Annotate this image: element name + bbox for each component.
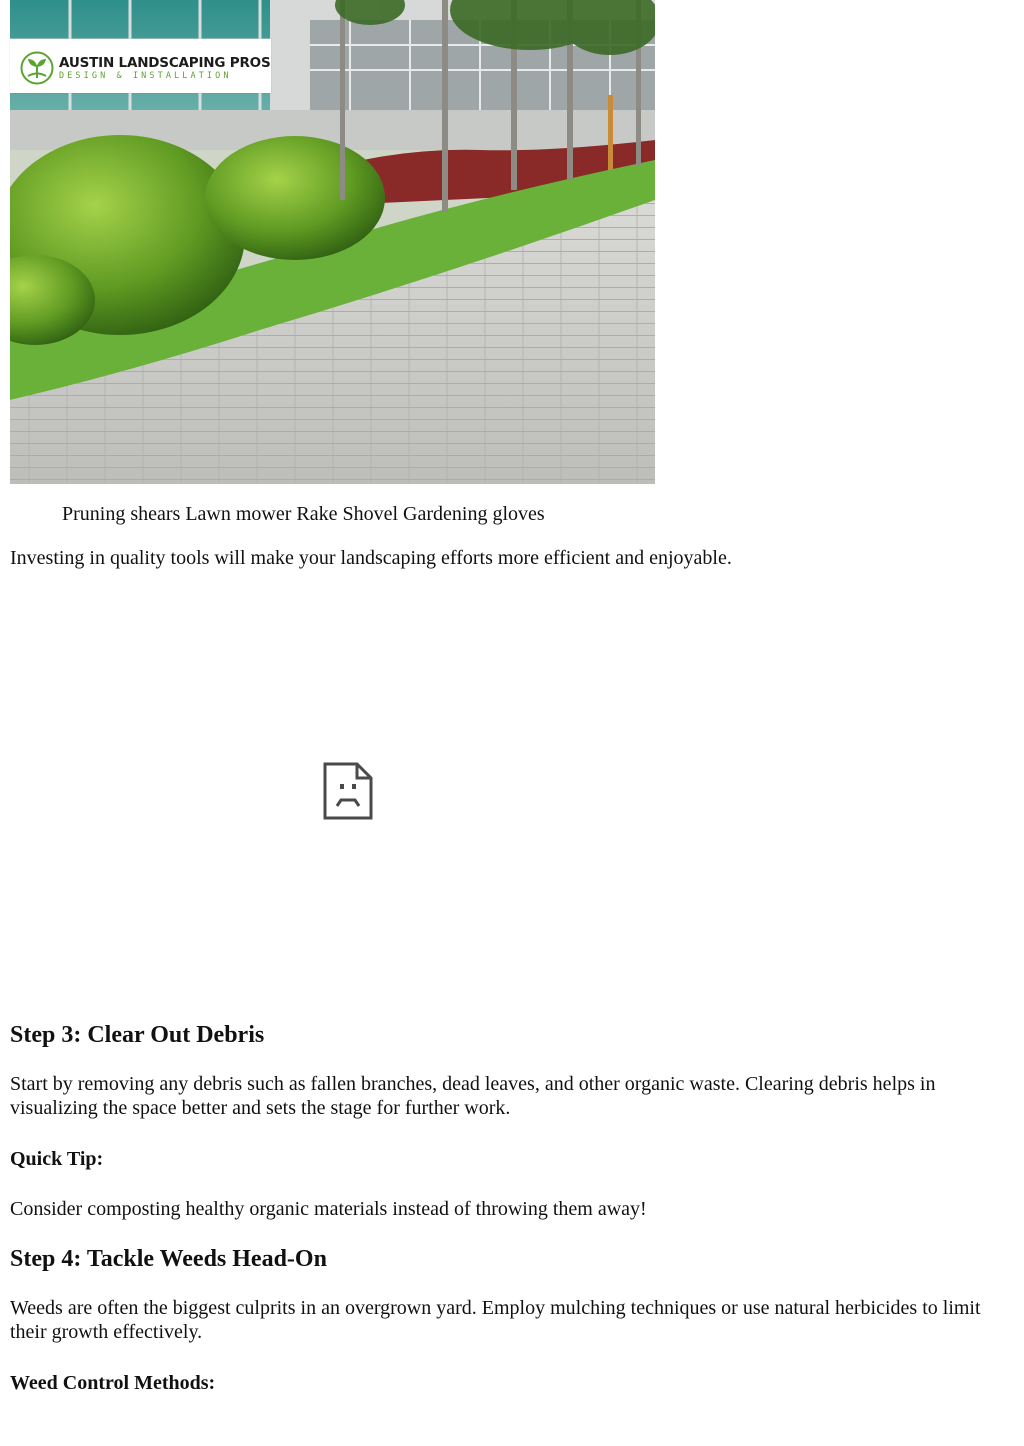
logo-subtitle: DESIGN & INSTALLATION <box>59 71 232 81</box>
step3-heading: Step 3: Clear Out Debris <box>10 1022 265 1048</box>
company-logo <box>10 39 271 93</box>
weed-methods-heading: Weed Control Methods: <box>10 1372 216 1394</box>
tools-list: Pruning shears Lawn mower Rake Shovel Gardening gloves <box>62 503 545 525</box>
step4-body: Weeds are often the biggest culprits in an overgrown yard. Employ mulching techniques or use natural herbicides to limit their growth effectively. <box>10 1297 981 1343</box>
quick-tip-body: Consider composting healthy organic materials instead of throwing them away! <box>10 1198 647 1220</box>
leaf-logo-icon <box>20 51 54 85</box>
step4-heading: Step 4: Tackle Weeds Head-On <box>10 1246 327 1272</box>
quick-tip-heading: Quick Tip: <box>10 1148 104 1170</box>
step3-body: Start by removing any debris such as fallen branches, dead leaves, and other organic waste. Clearing debris helps in visualizing the space better and sets the stage for further work. <box>10 1073 936 1119</box>
tools-note: Investing in quality tools will make your landscaping efforts more efficient and enjoyable. <box>10 547 732 569</box>
logo-title: AUSTIN LANDSCAPING PROS <box>59 55 271 71</box>
broken-image-icon <box>323 762 373 820</box>
